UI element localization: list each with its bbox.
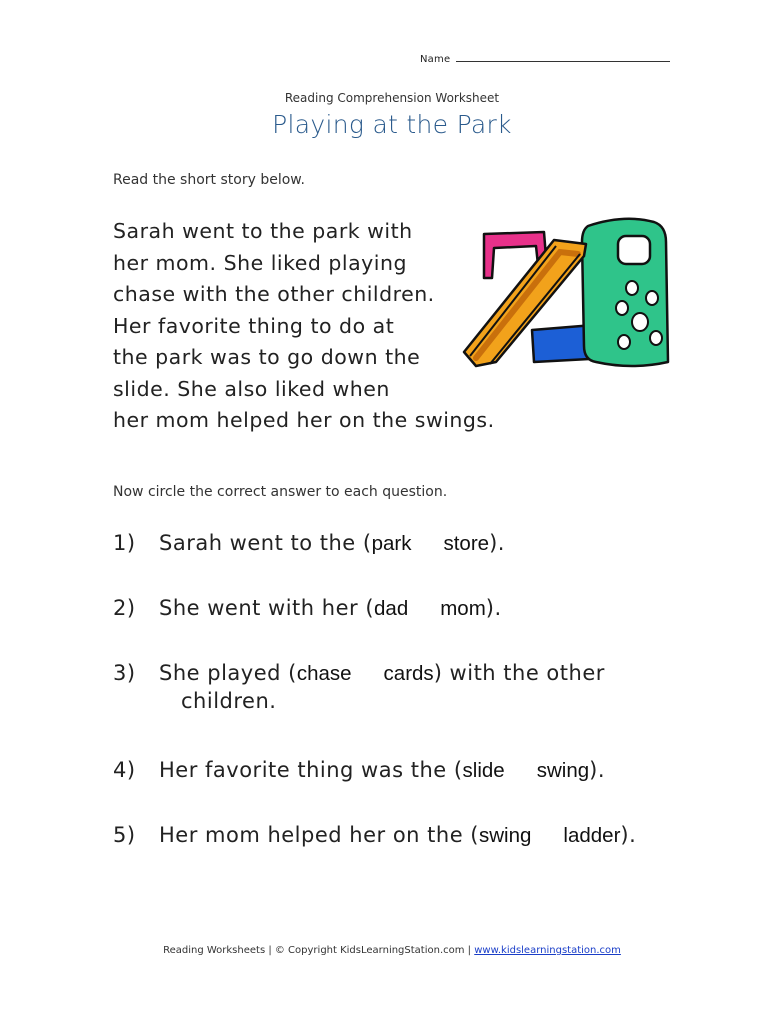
story-line: the park was to go down the xyxy=(113,345,421,369)
question-5 xyxy=(113,823,636,848)
answer-option[interactable]: park xyxy=(371,532,412,555)
answer-option[interactable]: ladder xyxy=(563,824,621,847)
footer-link[interactable]: www.kidslearningstation.com xyxy=(474,945,621,956)
answer-option[interactable]: mom xyxy=(440,597,486,620)
name-label: Name xyxy=(420,54,451,65)
story-line: Sarah went to the park with xyxy=(113,219,413,243)
question-text-end: ). xyxy=(589,758,606,782)
story-line: slide. She also liked when xyxy=(113,376,390,401)
question-text: Her mom helped her on the ( xyxy=(159,823,479,847)
question-4 xyxy=(113,758,605,783)
question-3 xyxy=(113,661,605,713)
answer-option[interactable]: dad xyxy=(374,597,409,620)
playground-slide-illustration xyxy=(456,212,674,374)
answer-option[interactable]: slide xyxy=(462,759,505,782)
question-text-end: ) with the other xyxy=(433,661,605,685)
question-text: She played ( xyxy=(159,661,297,685)
page-title: Playing at the Park xyxy=(272,110,512,139)
answer-option[interactable]: swing xyxy=(536,759,590,782)
question-text-end: ). xyxy=(485,596,502,620)
story-line: chase with the other children. xyxy=(113,282,435,306)
question-number: 4) xyxy=(113,758,136,782)
question-number: 2) xyxy=(113,596,136,620)
question-1 xyxy=(113,531,505,556)
answer-option[interactable]: swing xyxy=(478,824,532,847)
question-continuation: children. xyxy=(181,689,277,713)
question-text-end: ). xyxy=(489,531,505,555)
story-line: her mom helped her on the swings. xyxy=(113,408,495,432)
worksheet-subtitle: Reading Comprehension Worksheet xyxy=(284,91,500,105)
question-text: Her favorite thing was the ( xyxy=(159,758,463,782)
footer-copyright: Reading Worksheets | © Copyright KidsLearningStation.com | xyxy=(163,945,475,956)
story-line: her mom. She liked playing xyxy=(113,250,407,275)
read-instruction: Read the short story below. xyxy=(113,172,305,188)
question-number: 1) xyxy=(113,531,136,555)
name-blank-line[interactable] xyxy=(456,52,670,62)
circle-instruction: Now circle the correct answer to each question. xyxy=(113,484,448,500)
answer-option[interactable]: cards xyxy=(383,662,434,685)
answer-option[interactable]: store xyxy=(443,532,490,555)
question-text: Sarah went to the ( xyxy=(159,531,372,555)
question-text: She went with her ( xyxy=(159,596,375,620)
story-line: Her favorite thing to do at xyxy=(113,313,395,338)
answer-option[interactable]: chase xyxy=(296,662,352,685)
footer xyxy=(0,945,768,956)
question-text-end: ). xyxy=(620,823,637,847)
story-text xyxy=(113,216,495,437)
name-field[interactable] xyxy=(420,52,670,65)
question-number: 3) xyxy=(113,661,136,685)
question-number: 5) xyxy=(113,823,136,847)
question-2 xyxy=(113,596,502,621)
